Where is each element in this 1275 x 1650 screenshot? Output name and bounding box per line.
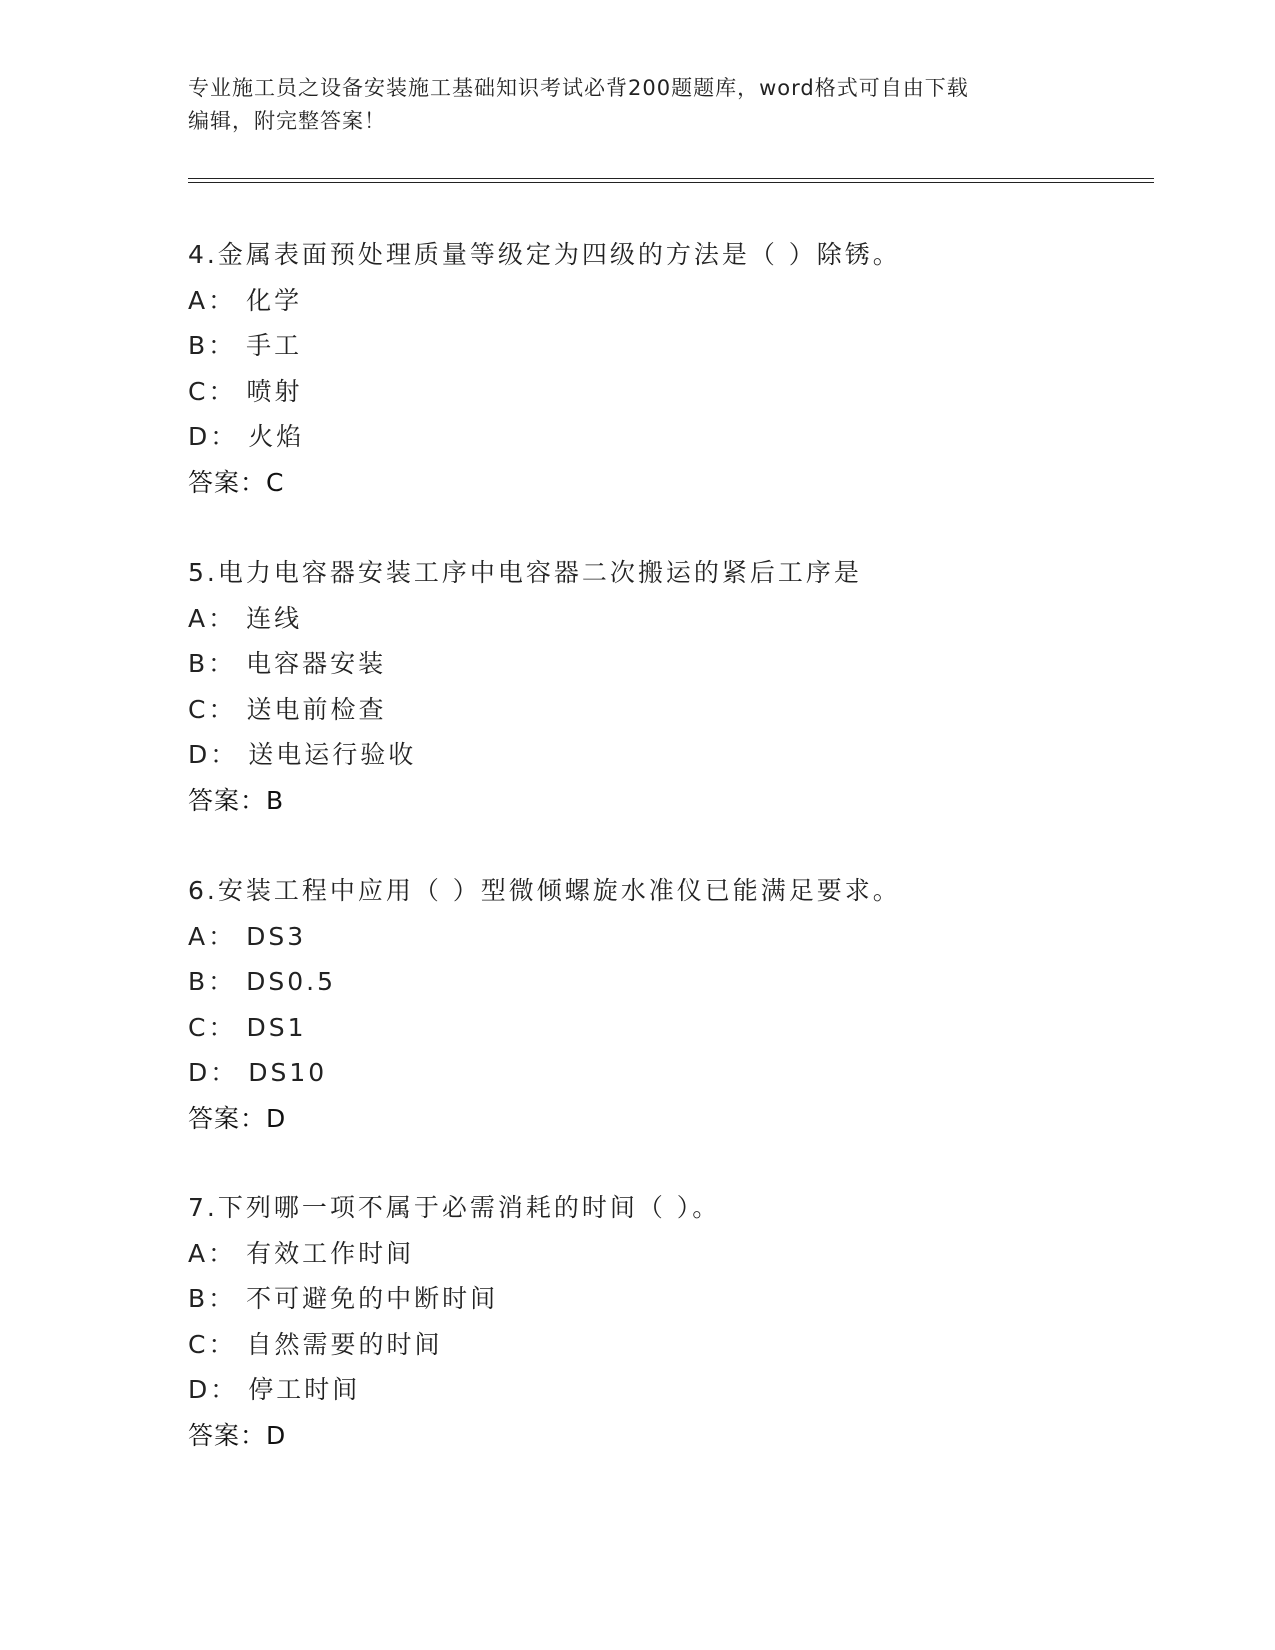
option-text: DS1 — [246, 1012, 307, 1042]
option-a — [188, 914, 1148, 960]
option-key: C： — [188, 376, 237, 406]
option-key: B： — [188, 649, 237, 679]
option-b — [188, 641, 1148, 687]
option-text: 送电运行验收 — [248, 740, 417, 770]
question-stem: 4.金属表面预处理质量等级定为四级的方法是（ ）除锈。 — [188, 240, 901, 269]
option-text: 不可避免的中断时间 — [246, 1284, 499, 1314]
header-line-1: 专业施工员之设备安装施工基础知识考试必背200题题库，word格式可自由下载 — [188, 76, 969, 100]
option-text: DS3 — [246, 921, 307, 951]
option-text: 手工 — [246, 331, 303, 361]
question-block — [188, 232, 1148, 506]
header-divider-bottom — [188, 182, 1154, 183]
option-a — [188, 1231, 1148, 1277]
option-key: C： — [188, 694, 237, 724]
option-key: D： — [188, 1375, 239, 1405]
option-text: 停工时间 — [248, 1375, 361, 1405]
option-text: 连线 — [246, 603, 303, 633]
answer-line: 答案：D — [188, 1103, 287, 1133]
option-a — [188, 596, 1148, 642]
option-key: A： — [188, 285, 237, 315]
option-key: D： — [188, 1058, 239, 1088]
option-text: 送电前检查 — [246, 694, 387, 724]
option-b — [188, 959, 1148, 1005]
option-text: 化学 — [246, 285, 303, 315]
option-d — [188, 414, 1148, 460]
option-text: DS0.5 — [246, 967, 337, 997]
header-line-2: 编辑，附完整答案！ — [188, 109, 386, 133]
option-d — [188, 1050, 1148, 1096]
option-key: B： — [188, 331, 237, 361]
option-key: A： — [188, 603, 237, 633]
answer-line: 答案：D — [188, 1420, 287, 1450]
option-key: D： — [188, 422, 239, 452]
option-key: A： — [188, 1238, 237, 1268]
question-block — [188, 868, 1148, 1142]
option-c — [188, 1005, 1148, 1051]
option-a — [188, 278, 1148, 324]
option-key: D： — [188, 740, 239, 770]
question-block — [188, 550, 1148, 824]
option-key: C： — [188, 1012, 237, 1042]
option-d — [188, 1367, 1148, 1413]
document-header — [188, 72, 1088, 138]
option-c — [188, 369, 1148, 415]
question-stem: 6.安装工程中应用（ ）型微倾螺旋水准仪已能满足要求。 — [188, 876, 901, 905]
option-key: A： — [188, 921, 237, 951]
question-stem: 7.下列哪一项不属于必需消耗的时间（ ）。 — [188, 1193, 721, 1222]
option-key: B： — [188, 967, 237, 997]
answer-line: 答案：C — [188, 467, 285, 497]
option-text: DS10 — [248, 1058, 328, 1088]
option-text: 自然需要的时间 — [246, 1329, 443, 1359]
option-text: 有效工作时间 — [246, 1238, 415, 1268]
option-text: 火焰 — [248, 422, 305, 452]
option-text: 电容器安装 — [246, 649, 387, 679]
option-d — [188, 732, 1148, 778]
option-key: C： — [188, 1329, 237, 1359]
header-divider-top — [188, 178, 1154, 179]
question-block — [188, 1185, 1148, 1459]
option-c — [188, 1322, 1148, 1368]
option-text: 喷射 — [246, 376, 303, 406]
question-stem: 5.电力电容器安装工序中电容器二次搬运的紧后工序是 — [188, 558, 862, 587]
option-b — [188, 323, 1148, 369]
option-c — [188, 687, 1148, 733]
answer-line: 答案：B — [188, 785, 285, 815]
option-key: B： — [188, 1284, 237, 1314]
option-b — [188, 1276, 1148, 1322]
